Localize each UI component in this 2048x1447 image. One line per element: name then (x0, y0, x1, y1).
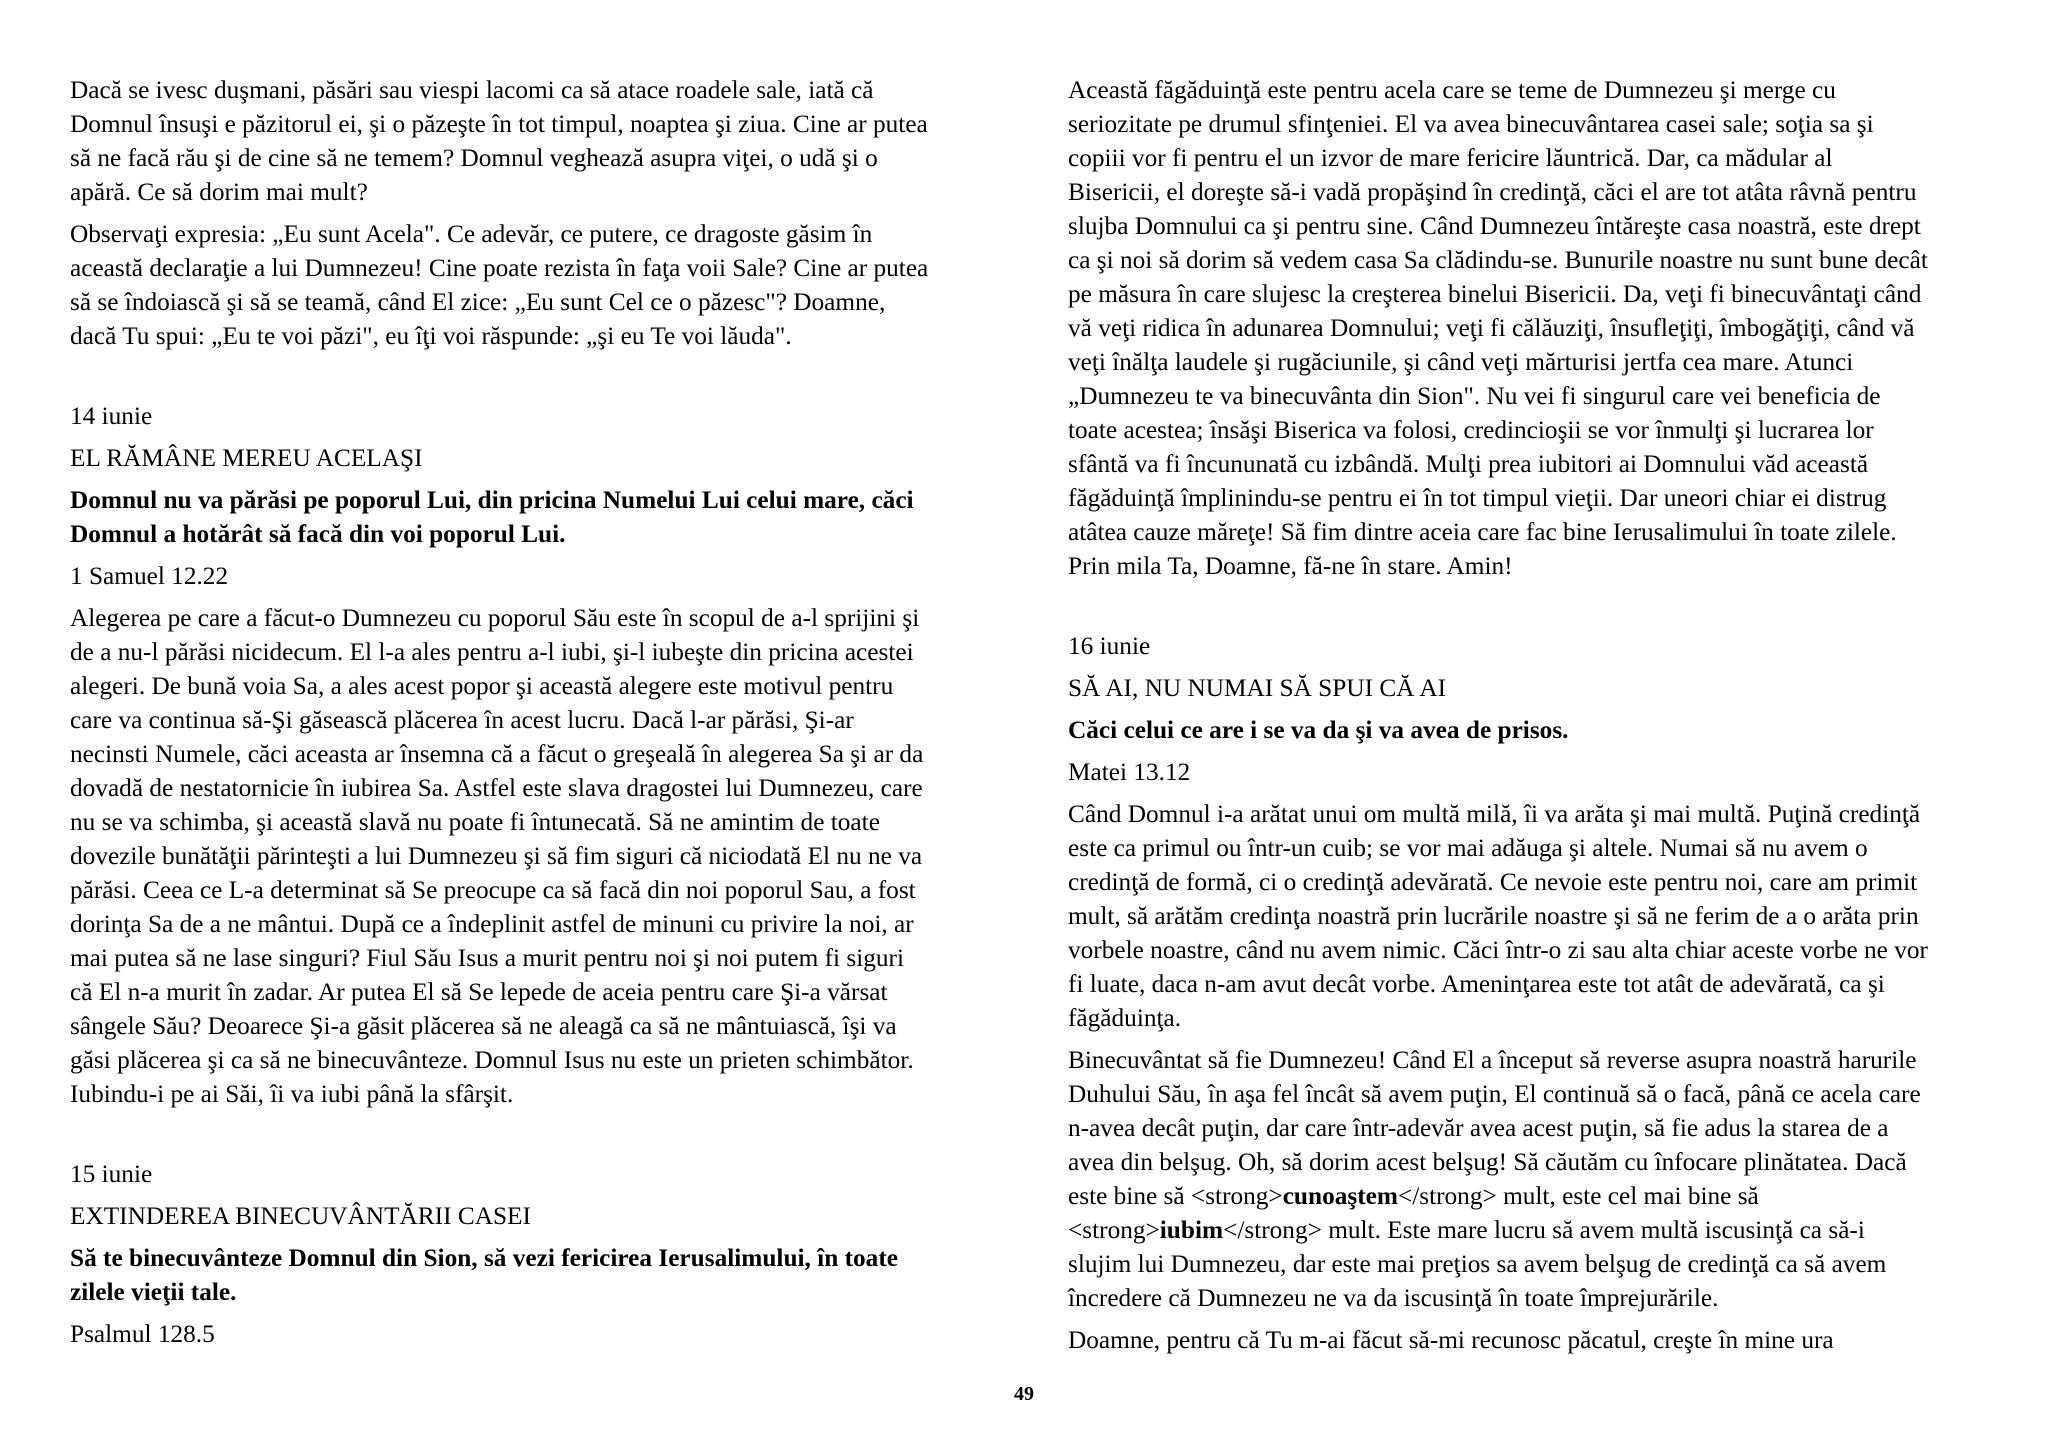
left-column (70, 73, 1000, 1359)
text-line: seriozitate pe drumul sfinţeniei. El va avea binecuvântarea casei sale; soţia sa şi (1068, 110, 1874, 138)
scripture-reference: Psalmul 128.5 (70, 1320, 215, 1348)
text-line: apără. Ce să dorim mai mult? (70, 178, 368, 206)
text-run: este bine să <strong> (1068, 1182, 1283, 1210)
text-line (1068, 1213, 1998, 1247)
text-line: să ne facă rău şi de cine să ne temem? Domnul veghează asupra viţei, o udă şi o (70, 144, 878, 172)
right-column (1068, 73, 1998, 1365)
text-line: să se îndoiască şi să se teamă, când El zice: „Eu sunt Cel ce o păzesc"? Doamne, (70, 288, 886, 316)
text-run: <strong> (1068, 1216, 1160, 1244)
text-line: slujba Domnului ca şi pentru sine. Când Dumnezeu întăreşte casa noastră, este drept (1068, 212, 1921, 240)
text-run: </strong> mult. Este mare lucru să avem multă iscusinţă ca să-i (1223, 1216, 1865, 1244)
text-line: Dacă se ivesc duşmani, păsări sau viespi lacomi ca să atace roadele sale, iată că (70, 76, 874, 104)
entry-date: 14 iunie (70, 402, 153, 430)
body-paragraph (70, 217, 1000, 353)
text-line: fi luate, daca n-am avut decât vorbe. Ameninţarea este tot atât de adevărată, ca şi (1068, 970, 1885, 998)
body-paragraph (1068, 797, 1998, 1035)
text-line: făgăduinţă împlinindu-se pentru ei în tot timpul vieţii. Dar uneori chiar ei distrug (1068, 484, 1887, 512)
body-paragraph (70, 73, 1000, 209)
text-line: Doamne, pentru că Tu m-ai făcut să-mi recunosc păcatul, creşte în mine ura (1068, 1326, 1834, 1354)
text-line: Domnul însuşi e păzitorul ei, şi o păzeşte în tot timpul, noaptea şi ziua. Cine ar putea (70, 110, 928, 138)
text-line: avea din belşug. Oh, să dorim acest belşug! Să căutăm cu înfocare plinătatea. Dacă (1068, 1148, 1907, 1176)
text-line: Binecuvântat să fie Dumnezeu! Când El a început să reverse asupra noastră harurile (1068, 1046, 1917, 1074)
devotional-entry (1068, 591, 1998, 1357)
verse-line: Căci celui ce are i se va da şi va avea de prisos. (1068, 716, 1569, 744)
text-line: găsi plăcerea şi ca să ne binecuvânteze. Domnul Isus nu este un prieten schimbător. (70, 1046, 914, 1074)
text-line: dovadă de nestatornicie în iubirea Sa. Astfel este slava dragostei lui Dumnezeu, care (70, 774, 923, 802)
scripture-verse (70, 1241, 1000, 1309)
text-line: n-avea decât puţin, dar care într-adevăr avea acest puţin, să fie adus la starea de a (1068, 1114, 1889, 1142)
text-line: Duhului Său, în aşa fel încât să avem puţin, El continuă să o facă, până ce acela care (1068, 1080, 1921, 1108)
text-line: slujim lui Dumnezeu, dar este mai preţios sa avem belşug de credinţă ca să avem (1068, 1250, 1887, 1278)
page-number: 49 (1014, 1383, 1034, 1405)
text-line: de a nu-l părăsi nicidecum. El l-a ales pentru a-l iubi, şi-l iubeşte din pricina acestei (70, 638, 914, 666)
scripture-reference: Matei 13.12 (1068, 758, 1191, 786)
verse-line: Domnul nu va părăsi pe poporul Lui, din pricina Numelui Lui celui mare, căci (70, 486, 914, 514)
entry-date: 16 iunie (1068, 632, 1151, 660)
body-paragraph (1068, 73, 1998, 583)
text-line: toate acestea; însăşi Biserica va folosi, credincioşii se vor înmulţi şi lucrarea lor (1068, 416, 1874, 444)
text-line: încredere că Dumnezeu ne va da iscusinţă în toate împrejurările. (1068, 1284, 1719, 1312)
text-line: Iubindu-i pe ai Săi, îi va iubi până la sfârşit. (70, 1080, 514, 1108)
bold-text: iubim (1159, 1216, 1224, 1244)
text-line: dovezile bunătăţii părinteşti a lui Dumnezeu şi să fim siguri că niciodată El nu ne va (70, 842, 923, 870)
text-line: Bisericii, el doreşte să-i vadă propăşind în credinţă, căci el are tot atâta râvnă pentru (1068, 178, 1917, 206)
text-line: mai putea să ne lase singuri? Fiul Său Isus a murit pentru noi şi noi putem fi siguri (70, 944, 904, 972)
text-line: părăsi. Ceea ce L-a determinat să Se preocupe ca să facă din noi poporul Sau, a fost (70, 876, 916, 904)
entry-title: EXTINDEREA BINECUVÂNTĂRII CASEI (70, 1202, 531, 1230)
text-line: această declaraţie a lui Dumnezeu! Cine poate rezista în faţa voii Sale? Cine ar putea (70, 254, 929, 282)
text-line: „Dumnezeu te va binecuvânta din Sion". Nu vei fi singurul care vei beneficia de (1068, 382, 1881, 410)
text-line: veţi înălţa laudele şi rugăciunile, şi când veţi mărturisi jertfa cea mare. Atunci (1068, 348, 1854, 376)
body-paragraph (70, 601, 1000, 1111)
entry-title: EL RĂMÂNE MEREU ACELAŞI (70, 444, 423, 472)
text-line: credinţă de formă, ci o credinţă adevărată. Ce nevoie este pentru noi, care am primit (1068, 868, 1918, 896)
text-line: făgăduinţa. (1068, 1004, 1182, 1032)
text-line: atâtea cauze măreţe! Să fim dintre aceia care fac bine Ierusalimului în toate zilele. (1068, 518, 1897, 546)
text-line: sângele Său? Deoarece Şi-a găsit plăcerea să ne aleagă ca să ne mântuiască, îşi va (70, 1012, 897, 1040)
text-line (1068, 1179, 1998, 1213)
verse-line: Să te binecuvânteze Domnul din Sion, să vezi fericirea Ierusalimului, în toate (70, 1244, 898, 1272)
text-line: Această făgăduinţă este pentru acela care se teme de Dumnezeu şi merge cu (1068, 76, 1836, 104)
entry-title: SĂ AI, NU NUMAI SĂ SPUI CĂ AI (1068, 674, 1447, 702)
body-paragraph (1068, 1323, 1998, 1357)
text-line: Observaţi expresia: „Eu sunt Acela". Ce adevăr, ce putere, ce dragoste găsim în (70, 220, 873, 248)
text-line: care va continua să-Şi găsească plăcerea în acest lucru. Dacă l-ar părăsi, Şi-ar (70, 706, 854, 734)
devotional-entry (70, 1119, 1000, 1351)
verse-line: Domnul a hotărât să facă din voi poporul Lui. (70, 520, 566, 548)
text-line: Prin mila Ta, Doamne, fă-ne în stare. Amin! (1068, 552, 1513, 580)
text-line: dorinţa Sa de a ne mântui. După ce a îndeplinit astfel de minuni cu privire la noi, ar (70, 910, 914, 938)
text-line: ca şi noi să dorim să vedem casa Sa clădindu-se. Bunurile noastre nu sunt bune decât (1068, 246, 1928, 274)
scripture-reference: 1 Samuel 12.22 (70, 562, 229, 590)
text-line: necinsti Numele, căci aceasta ar însemna că a făcut o greşeală în alegerea Sa şi ar da (70, 740, 924, 768)
scripture-verse (70, 483, 1000, 551)
text-line: vă veţi ridica în adunarea Domnului; veţi fi călăuziţi, însufleţiţi, îmbogăţiţi, când vă (1068, 314, 1915, 342)
verse-line: zilele vieţii tale. (70, 1278, 237, 1306)
text-line: că El n-a murit în zadar. Ar putea El să Se lepede de aceia pentru care Şi-a vărsat (70, 978, 888, 1006)
text-line: Când Domnul i-a arătat unui om multă milă, îi va arăta şi mai multă. Puţină credinţă (1068, 800, 1921, 828)
text-run: </strong> mult, este cel mai bine să (1397, 1182, 1759, 1210)
devotional-entry (70, 361, 1000, 1111)
body-paragraph (1068, 1043, 1998, 1315)
text-line: pe măsura în care slujesc la creşterea binelui Bisericii. Da, veţi fi binecuvântaţi când (1068, 280, 1922, 308)
entry-date: 15 iunie (70, 1160, 153, 1188)
text-line: dacă Tu spui: „Eu te voi păzi", eu îţi voi răspunde: „şi eu Te voi lăuda". (70, 322, 792, 350)
text-line: mult, să arătăm credinţa noastră prin lucrările noastre şi să ne ferim de a o arăta prin (1068, 902, 1919, 930)
text-line: vorbele noastre, când nu avem nimic. Căci într-o zi sau alta chiar aceste vorbe ne vor (1068, 936, 1928, 964)
text-line: nu se va schimba, şi această slavă nu poate fi întunecată. Să ne amintim de toate (70, 808, 880, 836)
text-line: alegeri. De bună voia Sa, a ales acest popor şi această alegere este motivul pentru (70, 672, 894, 700)
text-line: copiii vor fi pentru el un izvor de mare fericire lăuntrică. Dar, ca mădular al (1068, 144, 1833, 172)
scripture-verse (1068, 713, 1998, 747)
text-line: este ca primul ou într-un cuib; se vor mai adăuga şi altele. Numai să nu avem o (1068, 834, 1868, 862)
text-line: sfântă va fi încununată cu izbândă. Mulţi prea iubitori ai Domnului văd această (1068, 450, 1869, 478)
bold-text: cunoaştem (1282, 1182, 1398, 1210)
text-line: Alegerea pe care a făcut-o Dumnezeu cu poporul Său este în scopul de a-l sprijini şi (70, 604, 920, 632)
